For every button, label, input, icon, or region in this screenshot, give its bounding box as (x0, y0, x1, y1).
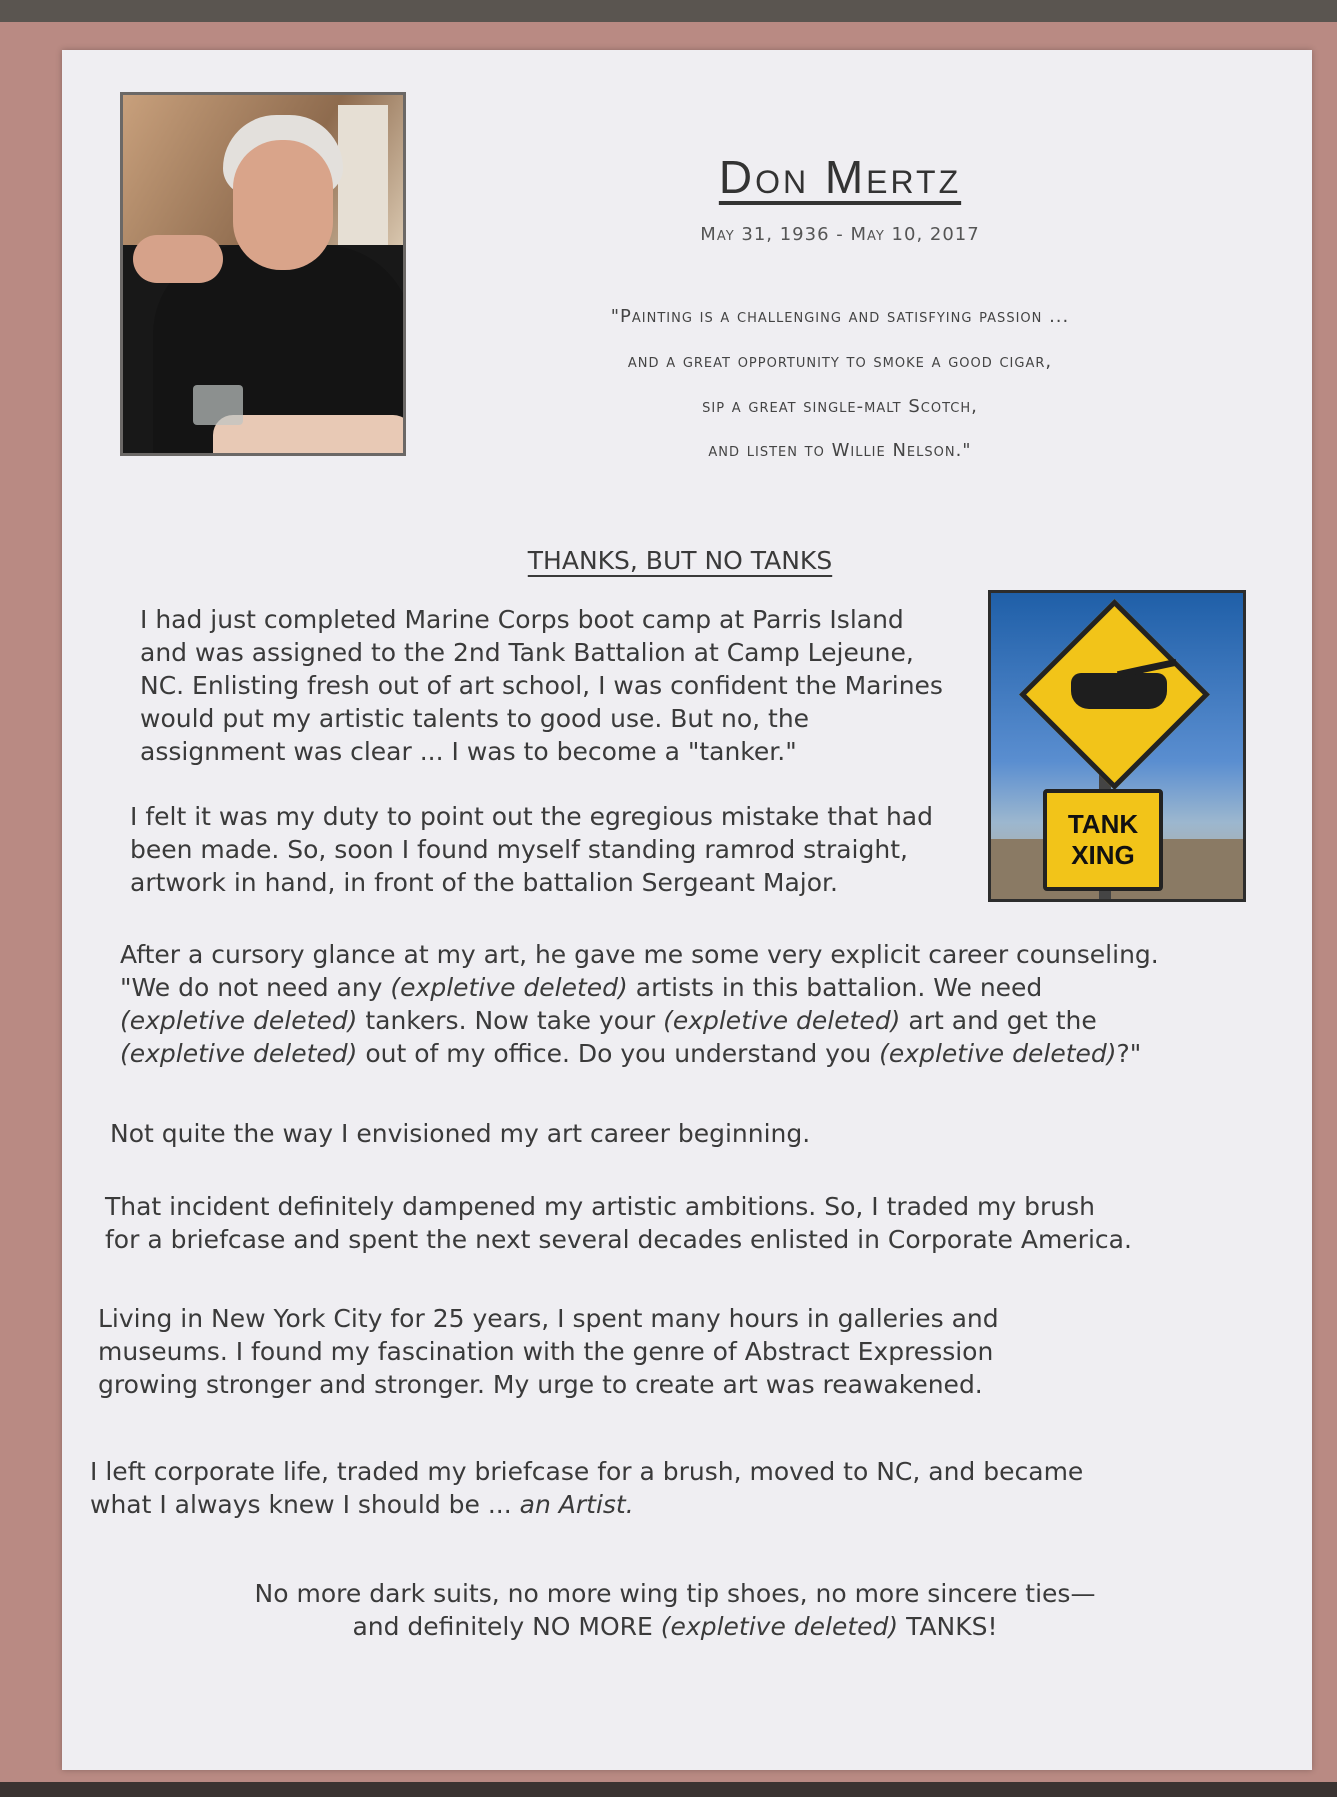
frame-bottom (0, 1782, 1337, 1797)
paragraph-7: I left corporate life, traded my briefcase for a brush, moved to NC, and became what I always knew I should be ... an Artist. (90, 1457, 1084, 1519)
quote-line: sip a great single-malt Scotch, (702, 396, 978, 417)
paragraph-6: Living in New York City for 25 years, I spent many hours in galleries and museums. I found my fascination with the genre of Abstract Expression growing stronger and stronger. My urge to create art was reawakened. (98, 1304, 999, 1399)
artist-name: Don Mertz (718, 151, 962, 203)
paragraph-1: I had just completed Marine Corps boot camp at Parris Island and was assigned to the 2nd Tank Battalion at Camp Lejeune, NC. Enlisting fresh out of art school, I was confident the Marines would put my artistic talents to good use. But no, the assignment was clear ... I was to become a "tanker." (140, 605, 943, 766)
story-heading: THANKS, BUT NO TANKS (527, 546, 833, 575)
paragraph-3: After a cursory glance at my art, he gave me some very explicit career counseling. "We do not need any (expletive deleted) artists in this battalion. We need (expletive deleted) tankers. Now take your (expletive deleted) art and get the (expletive deleted) out of my office. Do you understand you (expletive deleted)?" (120, 940, 1159, 1068)
paragraph-5: That incident definitely dampened my artistic ambitions. So, I traded my brush for a briefcase and spent the next several decades enlisted in Corporate America. (105, 1192, 1132, 1254)
paragraph-2: I felt it was my duty to point out the egregious mistake that had been made. So, soon I found myself standing ramrod straight, artwork in hand, in front of the battalion Sergeant Major. (130, 802, 933, 897)
paragraph-8: No more dark suits, no more wing tip shoes, no more sincere ties— and definitely NO MORE (expletive deleted) TANKS! (254, 1579, 1096, 1641)
frame-top (0, 0, 1337, 22)
quote-line: and listen to Willie Nelson." (708, 440, 972, 461)
tank-crossing-sign-image (988, 590, 1246, 902)
sign-plate: TANK XING (1043, 789, 1163, 891)
paragraph-4: Not quite the way I envisioned my art career beginning. (110, 1119, 811, 1148)
quote-line: "Painting is a challenging and satisfying passion ... (610, 306, 1070, 327)
tank-icon (1071, 673, 1167, 709)
life-dates: May 31, 1936 - May 10, 2017 (700, 224, 980, 245)
quote-line: and a great opportunity to smoke a good cigar, (627, 351, 1053, 372)
portrait-photo (120, 92, 406, 456)
